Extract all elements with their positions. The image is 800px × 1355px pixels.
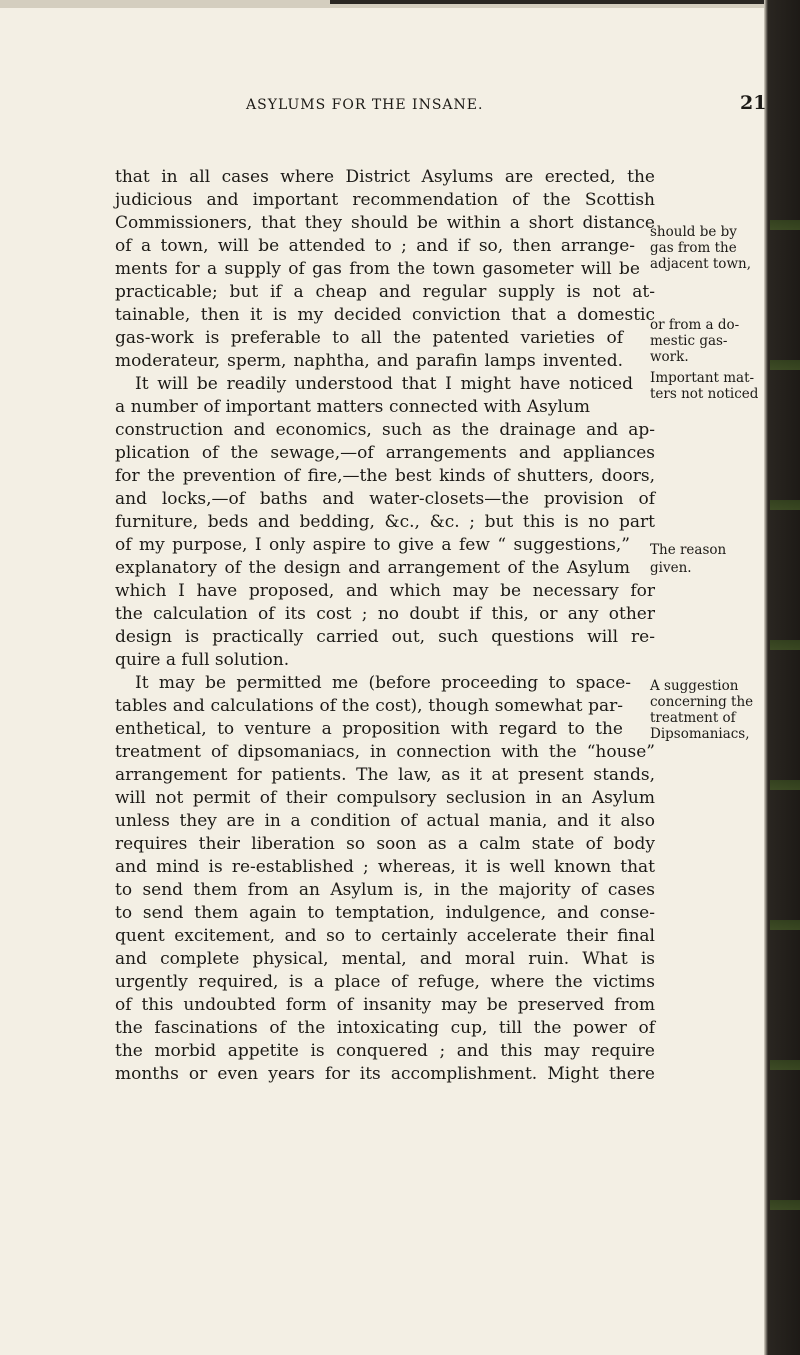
body-line: which I have proposed, and which may be necessary for — [115, 581, 655, 601]
body-line: the morbid appetite is conquered ; and this may require — [115, 1041, 655, 1061]
margin-note-line: or from a do- — [650, 317, 740, 333]
body-line: of a town, will be attended to ; and if so, then arrange- — [115, 236, 635, 256]
binding-texture — [770, 160, 800, 1260]
top-shadow — [330, 0, 780, 4]
margin-note-line: work. — [650, 349, 689, 365]
margin-note-line: treatment of — [650, 710, 736, 726]
body-line: to send them from an Asylum is, in the majority of cases — [115, 880, 655, 900]
body-line: It may be permitted me (before proceeding to space- — [135, 673, 631, 693]
body-line: construction and economics, such as the drainage and ap- — [115, 420, 655, 440]
body-line: and complete physical, mental, and moral ruin. What is — [115, 949, 655, 969]
body-line: judicious and important recommendation of the Scottish — [115, 190, 655, 210]
margin-note-line: ters not noticed — [650, 386, 759, 402]
body-line: tainable, then it is my decided conviction that a domestic — [115, 305, 655, 325]
margin-note-line: Important mat- — [650, 370, 755, 386]
body-line: and mind is re-established ; whereas, it is well known that — [115, 857, 655, 877]
body-line: and locks,—of baths and water-closets—the provision of — [115, 489, 655, 509]
body-line: the fascinations of the intoxicating cup, till the power of — [115, 1018, 655, 1038]
body-line: tables and calculations of the cost), though somewhat par- — [115, 696, 623, 716]
body-line: quent excitement, and so to certainly accelerate their final — [115, 926, 655, 946]
body-line: requires their liberation so soon as a calm state of body — [115, 834, 655, 854]
margin-note-line: mestic gas- — [650, 333, 728, 349]
body-line: months or even years for its accomplishment. Might there — [115, 1064, 655, 1084]
body-line: moderateur, sperm, naphtha, and parafin lamps invented. — [115, 351, 623, 371]
body-line: to send them again to temptation, indulgence, and conse- — [115, 903, 655, 923]
margin-note-line: A suggestion — [650, 678, 739, 694]
margin-note-line: Dipsomaniacs, — [650, 726, 750, 742]
body-line: It will be readily understood that I might have noticed — [135, 374, 633, 394]
body-line: a number of important matters connected with Asylum — [115, 397, 590, 417]
margin-note-line: adjacent town, — [650, 256, 751, 272]
margin-note-line: given. — [650, 560, 692, 576]
body-line: furniture, beds and bedding, &c., &c. ; but this is no part — [115, 512, 655, 532]
body-line: will not permit of their compulsory seclusion in an Asylum — [115, 788, 655, 808]
margin-note-line: The reason — [650, 542, 727, 558]
body-line: explanatory of the design and arrangement of the Asylum — [115, 558, 630, 578]
body-line: that in all cases where District Asylums are erected, the — [115, 167, 655, 187]
body-line: arrangement for patients. The law, as it at present stands, — [115, 765, 655, 785]
body-line: urgently required, is a place of refuge, where the victims — [115, 972, 655, 992]
body-line: enthetical, to venture a proposition with regard to the — [115, 719, 623, 739]
body-line: of my purpose, I only aspire to give a few “ suggestions,” — [115, 535, 630, 555]
body-line: quire a full solution. — [115, 650, 290, 670]
body-line: practicable; but if a cheap and regular supply is not at- — [115, 282, 655, 302]
body-line: plication of the sewage,—of arrangements and appliances — [115, 443, 655, 463]
body-line: gas-work is preferable to all the patented varieties of — [115, 328, 623, 348]
body-line: of this undoubted form of insanity may be preserved from — [115, 995, 655, 1015]
margin-note-line: gas from the — [650, 240, 737, 256]
body-line: design is practically carried out, such questions will re- — [115, 627, 655, 647]
margin-note-line: concerning the — [650, 694, 754, 710]
body-line: Commissioners, that they should be within a short distance — [115, 213, 655, 233]
body-line: unless they are in a condition of actual mania, and it also — [115, 811, 655, 831]
body-line: ments for a supply of gas from the town gasometer will be — [115, 259, 640, 279]
body-line: for the prevention of fire,—the best kinds of shutters, doors, — [115, 466, 655, 486]
running-head: ASYLUMS FOR THE INSANE. — [246, 97, 484, 113]
body-line: treatment of dipsomaniacs, in connection with the “house” — [115, 742, 655, 762]
body-line: the calculation of its cost ; no doubt if this, or any other — [115, 604, 655, 624]
margin-note-line: should be by — [650, 224, 737, 240]
page-number: 21 — [740, 92, 767, 114]
